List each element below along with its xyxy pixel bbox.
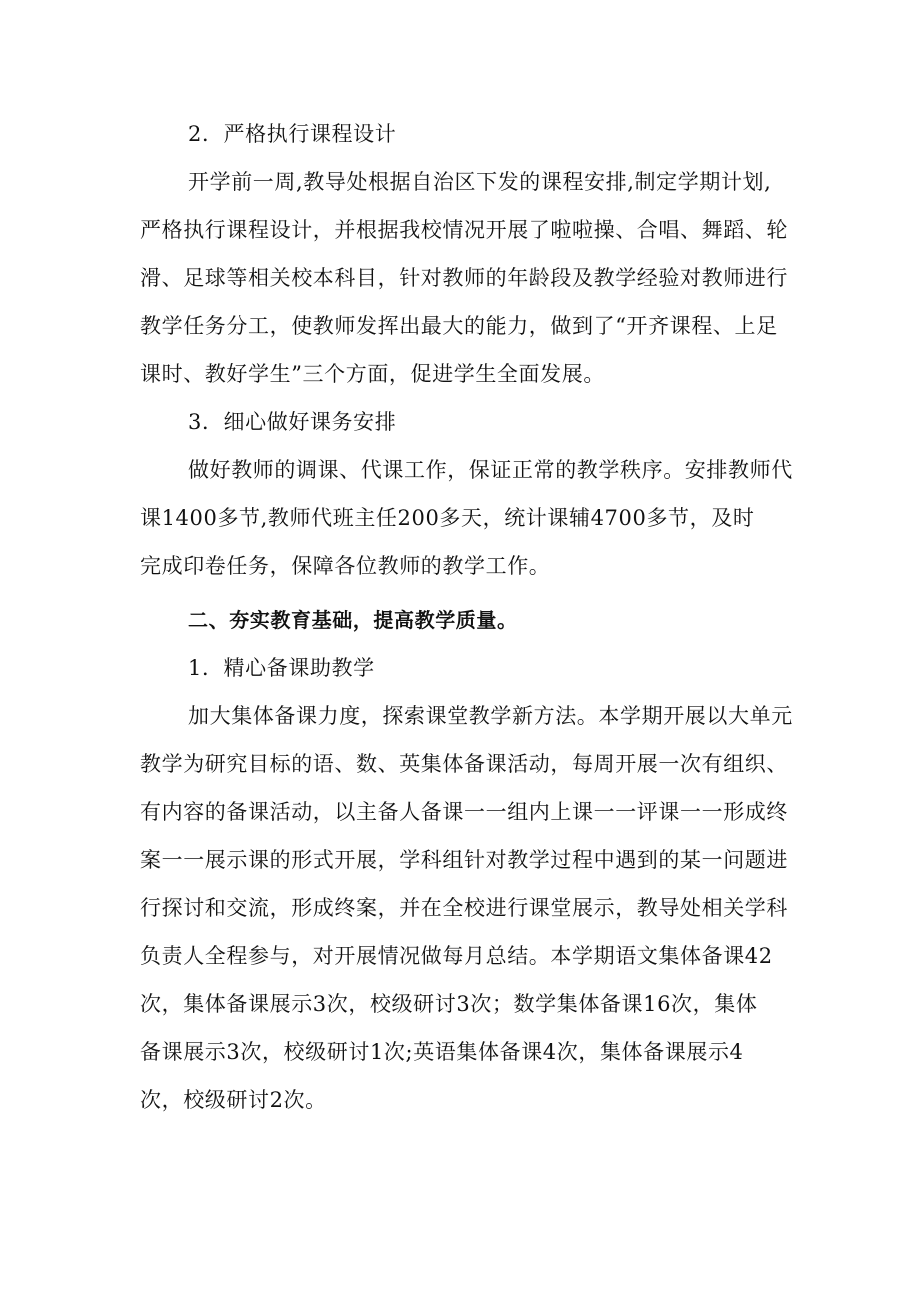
paragraph-line: 加大集体备课力度，探索课堂教学新方法。本学期开展以大单元 bbox=[188, 704, 793, 728]
paragraph-line: 严格执行课程设计，并根据我校情况开展了啦啦操、合唱、舞蹈、轮 bbox=[140, 218, 788, 242]
paragraph-line: 次，校级研讨2次。 bbox=[140, 1088, 327, 1112]
paragraph-line: 行探讨和交流，形成终案，并在全校进行课堂展示，教导处相关学科 bbox=[140, 896, 788, 920]
paragraph-line: 滑、足球等相关校本科目，针对教师的年龄段及教学经验对教师进行 bbox=[140, 266, 788, 290]
paragraph-line: 负责人全程参与，对开展情况做每月总结。本学期语文集体备课42 bbox=[140, 944, 773, 968]
paragraph-line: 备课展示3次，校级研讨1次;英语集体备课4次，集体备课展示4 bbox=[140, 1040, 744, 1064]
paragraph-line: 完成印卷任务，保障各位教师的教学工作。 bbox=[140, 554, 551, 578]
paragraph-line: 教学为研究目标的语、数、英集体备课活动，每周开展一次有组织、 bbox=[140, 752, 788, 776]
paragraph-line: 课1400多节,教师代班主任200多天，统计课辅4700多节，及时 bbox=[140, 506, 755, 530]
subheading-lesson-prep: 1．精心备课助教学 bbox=[188, 656, 375, 680]
paragraph-line: 做好教师的调课、代课工作，保证正常的教学秩序。安排教师代 bbox=[188, 458, 793, 482]
paragraph-line: 教学任务分工，使教师发挥出最大的能力，做到了“开齐课程、上足 bbox=[140, 314, 778, 338]
paragraph-line: 案一一展示课的形式开展，学科组针对教学过程中遇到的某一问题进 bbox=[140, 848, 788, 872]
paragraph-line: 开学前一周,教导处根据自治区下发的课程安排,制定学期计划, bbox=[188, 170, 772, 194]
paragraph-line: 次，集体备课展示3次，校级研讨3次；数学集体备课16次，集体 bbox=[140, 992, 758, 1016]
subheading-course-arrangement: 3．细心做好课务安排 bbox=[188, 410, 397, 434]
paragraph-line: 课时、教好学生”三个方面，促进学生全面发展。 bbox=[140, 362, 605, 386]
subheading-course-design: 2．严格执行课程设计 bbox=[188, 122, 397, 146]
chapter-heading: 二、夯实教育基础，提高教学质量。 bbox=[188, 608, 518, 632]
paragraph-line: 有内容的备课活动，以主备人备课一一组内上课一一评课一一形成终 bbox=[140, 800, 788, 824]
